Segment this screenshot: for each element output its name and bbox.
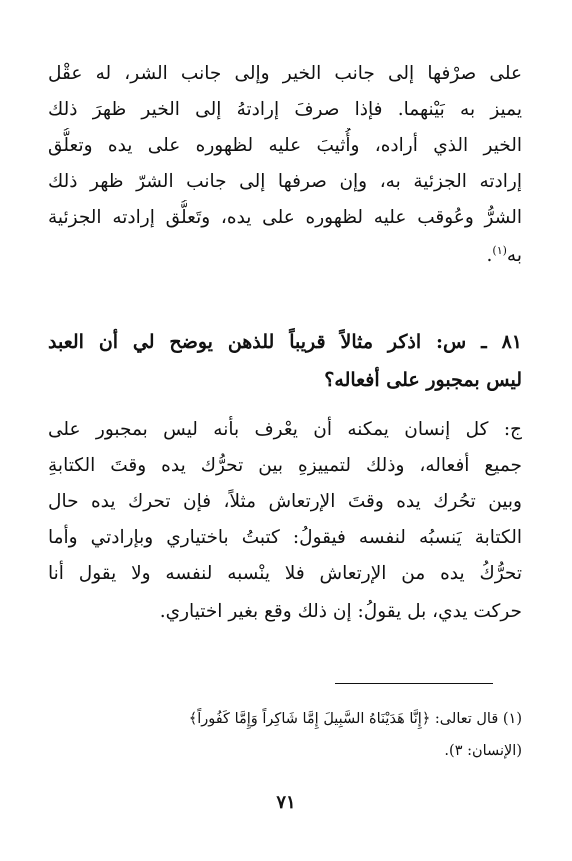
footnote-separator [335, 683, 493, 684]
paragraph-end-mark: . [486, 245, 493, 266]
paragraph-line: يميز به بَيْنهما. فإذا صرفَ إرادتهُ إلى الخير ظهرَ ذلك [48, 99, 522, 120]
paragraph-last-word: به [506, 245, 522, 266]
answer-line: جميع أفعاله، وذلك لتمييزهِ بين تحرُّك يده وقتَ الكتابةِ [48, 455, 522, 476]
answer-line: وبين تحُرك يده وقتَ الإرتعاش مثلاً، فإن تحرك يده حال [48, 491, 522, 512]
answer-line: ج: كل إنسان يمكنه أن يعْرف بأنه ليس بمجبور على [48, 419, 522, 440]
answer-line: الكتابة يَنسبُه لنفسه فيقولُ: كتبتُ باختياري وبإرادتي وأما [48, 527, 522, 548]
footnote-line: (١) قال تعالى: ﴿إِنَّا هَدَيْنَاهُ السَّبِيلَ إِمَّا شَاكِراً وَإِمَّا كَفُوراً﴾ [188, 711, 522, 727]
question-line: ٨١ ـ س: اذكر مثالاً قريباً للذهن يوضح لي أن العبد [48, 331, 522, 353]
question-line: ليس بمجبور على أفعاله؟ [324, 369, 522, 391]
paragraph-line: الخير الذي أراده، وأُثيبَ عليه لظهوره على يده وتعلُّق [48, 135, 522, 156]
paragraph-last-line [48, 238, 522, 274]
footnote-reference[interactable]: (١) [492, 243, 507, 257]
footnote-line: (الإنسان: ٣). [444, 743, 522, 759]
paragraph-line: على صرْفها إلى جانب الخير وإلى جانب الشر، له عقْل [48, 63, 522, 84]
paragraph-line: الشرُّ وعُوقب عليه لظهوره على يده، وتَعلُّق إرادته الجزئية [48, 207, 522, 228]
answer-line: تحرُّكُ يده من الإرتعاش فلا ينْسبه لنفسه ولا يقول أنا [48, 563, 522, 584]
paragraph-line: إرادته الجزئية به، وإن صرفها إلى جانب الشرّ ظهر ذلك [48, 171, 522, 192]
answer-line: حركت يدي، بل يقولُ: إن ذلك وقع بغير اختياري. [159, 601, 522, 622]
page-number: ٧١ [276, 792, 296, 813]
